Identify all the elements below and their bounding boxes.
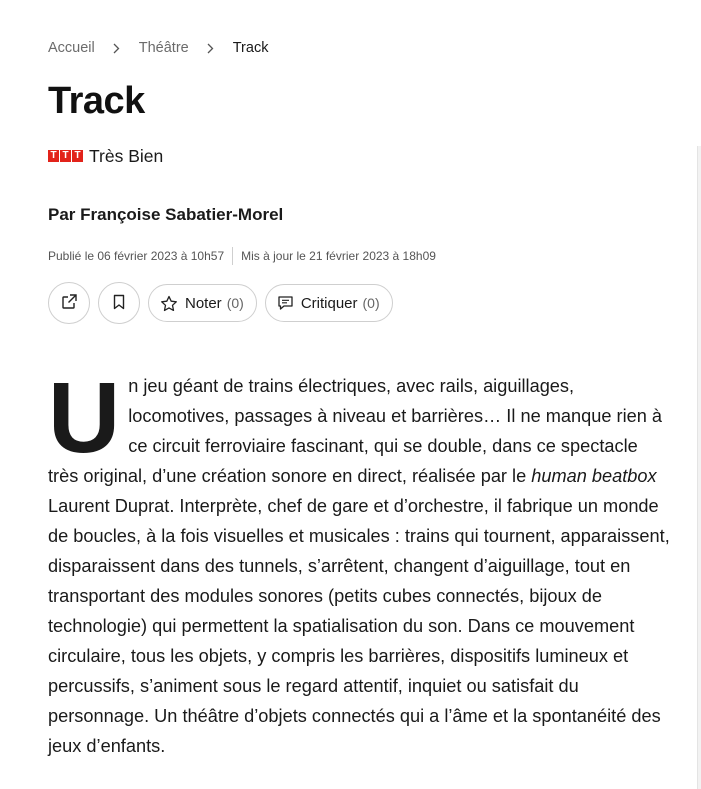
share-button[interactable] — [48, 282, 90, 324]
article-actions — [48, 282, 401, 324]
chevron-right-icon — [189, 40, 233, 56]
page-scroll-edge — [697, 146, 701, 789]
critique-count: (0) — [362, 295, 380, 311]
comment-icon — [277, 295, 294, 311]
critique-button[interactable] — [265, 284, 393, 322]
ttt-letter: T — [72, 150, 83, 162]
bookmark-button[interactable] — [98, 282, 140, 324]
author-byline[interactable]: Par Françoise Sabatier-Morel — [48, 205, 284, 224]
article-text: n jeu géant de trains électriques, avec rails, aiguillages, locomotives, passages à niveau et barrières… Il ne manque rien à ce circuit ferroviaire fascinant, qui se double, dans ce spectacle très original, d’une création sonore en direct, réalisée par le — [48, 376, 663, 486]
article-body — [48, 362, 673, 761]
breadcrumb-current: Track — [232, 40, 269, 56]
publication-dates — [48, 246, 436, 266]
critique-label: Critiquer — [300, 294, 358, 312]
article-text: Laurent Duprat. Interprète, chef de gare et d’orchestre, il fabrique un monde de boucles, à la fois visuelles et musicales : trains qui tournent, apparaissent, disparaissent dans des tunnels, s’arrêtent, changent d’aiguillage, tout en transportant des modules sonores (petits cubes connectés, bijoux de technologie) qui permettent la spatialisation du son. Dans ce mouvement circulaire, tous les objets, y compris les barrières, dispositifs lumineux et percussifs, s’animent sous le regard attentif, inquiet ou satisfait du personnage. Un théâtre d’objets connectés qui a l’âme et la spontanéité des jeux d’enfants. — [48, 496, 670, 756]
critic-rating — [48, 143, 163, 169]
share-icon — [61, 293, 78, 313]
rate-button[interactable] — [148, 284, 257, 322]
rate-count: (0) — [226, 295, 244, 311]
drop-cap: U — [48, 362, 119, 474]
ttt-letter: T — [60, 150, 71, 162]
star-icon — [160, 295, 178, 312]
page-title: Track — [48, 80, 145, 122]
date-divider — [232, 247, 233, 265]
chevron-right-icon — [95, 40, 139, 56]
breadcrumb-section-link[interactable]: Théâtre — [138, 40, 189, 56]
rate-label: Noter — [185, 294, 222, 312]
article-emphasis: human beatbox — [531, 466, 657, 486]
ttt-letter: T — [48, 150, 59, 162]
rating-label: Très Bien — [89, 145, 164, 166]
bookmark-icon — [113, 294, 125, 313]
updated-date: Mis à jour le 21 février 2023 à 18h09 — [241, 249, 436, 263]
published-date: Publié le 06 février 2023 à 10h57 — [48, 249, 225, 263]
breadcrumb — [48, 37, 268, 59]
ttt-rating-badge — [48, 150, 83, 162]
breadcrumb-home-link[interactable]: Accueil — [48, 40, 95, 56]
